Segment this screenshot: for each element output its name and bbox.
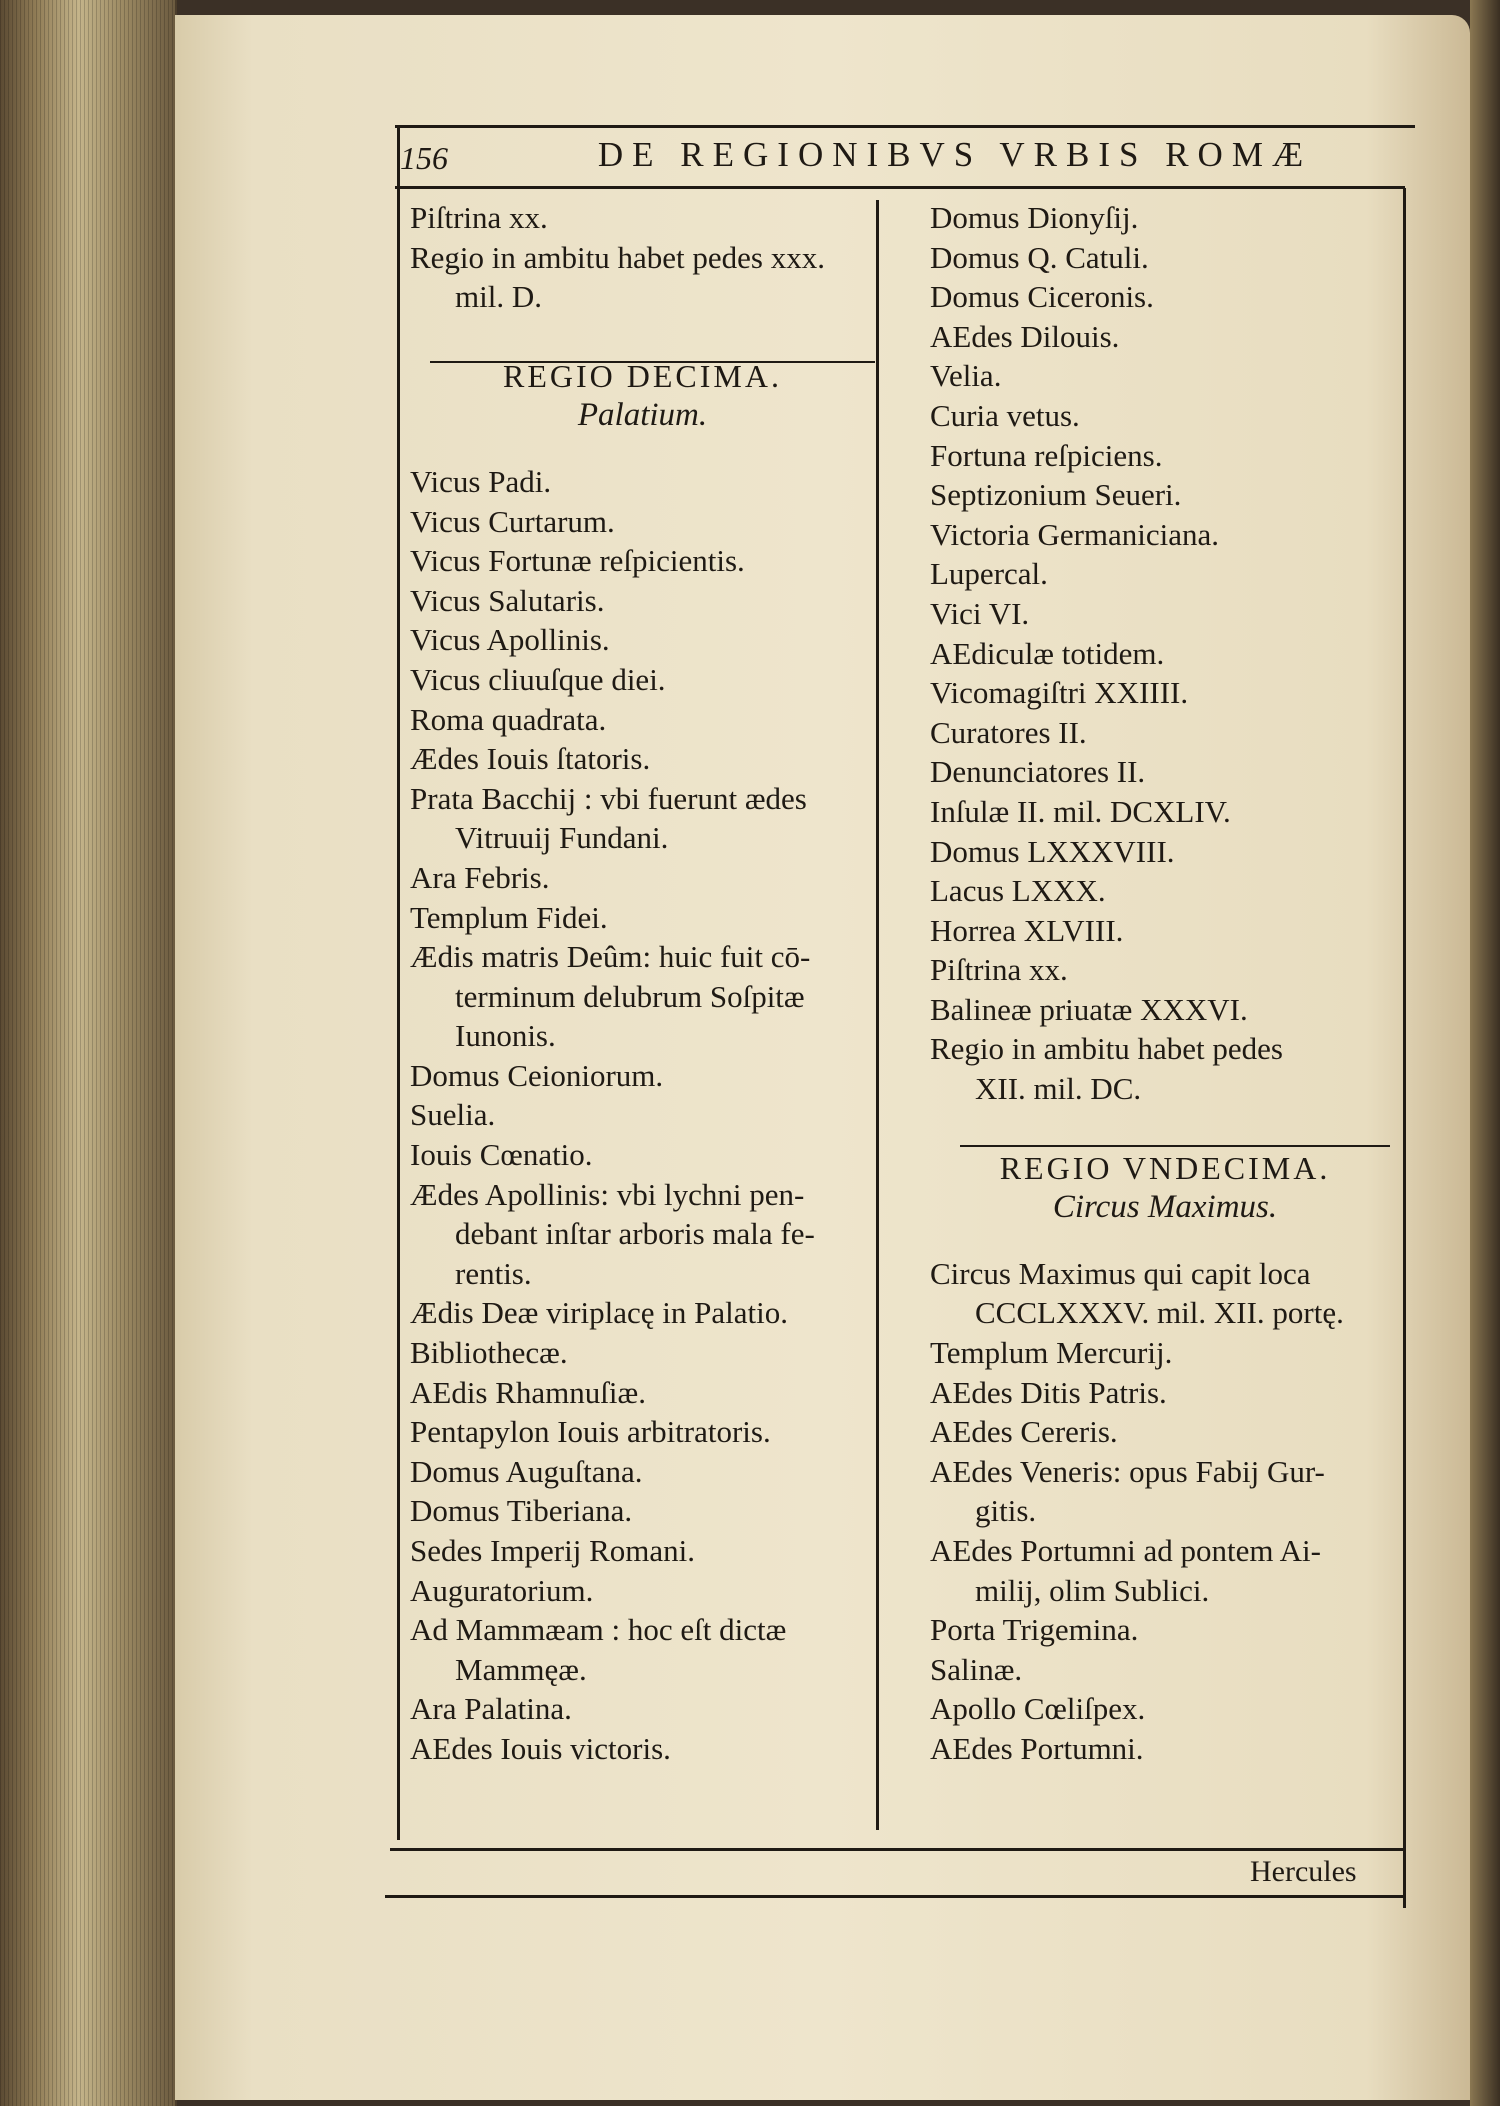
catchword: Hercules [1250,1855,1357,1888]
text-line: Vicus Padi. [410,463,552,499]
text-line: Velia. [930,358,1002,394]
text-line: Domus Q. Catuli. [930,239,1149,275]
text-line: Domus Dionyſij. [930,200,1139,235]
text-line: Inſulæ II. mil. DCXLIV. [930,793,1231,829]
text-line: Fortuna reſpiciens. [930,437,1163,473]
text-line: Salinæ. [930,1651,1023,1687]
text-line: Regio in ambitu habet pedes [930,1031,1283,1067]
text-line: terminum delubrum Soſpitæ [455,978,805,1014]
right-column [930,198,1400,1769]
text-line: debant inſtar arboris mala fe- [455,1216,815,1252]
text-line: Vicus cliuuſque diei. [410,661,666,697]
text-line: Vicus Fortunæ reſpicientis. [410,543,745,579]
text-line: Piſtrina xx. [930,952,1068,988]
text-line: Regio in ambitu habet pedes xxx. [410,239,825,275]
text-line: AEdes Veneris: opus Fabij Gur- [930,1453,1325,1489]
text-line: Porta Trigemina. [930,1612,1139,1648]
text-line: XII. mil. DC. [975,1071,1142,1107]
text-line: Circus Maximus qui capit loca [930,1255,1311,1291]
text-line: Pentapylon Iouis arbitratoris. [410,1414,771,1450]
text-line: Prata Bacchij : vbi fuerunt ædes [410,780,807,816]
text-line: Mammęæ. [455,1651,587,1687]
text-line: Septizonium Seueri. [930,477,1182,513]
frame-left-line [397,125,400,1840]
text-line: Suelia. [410,1097,496,1133]
section-subtitle-circus-maximus: Circus Maximus. [1052,1189,1278,1226]
text-line: Iunonis. [455,1018,556,1054]
text-line: Ædis matris Deûm: huic fuit cō- [410,939,811,975]
text-line: Vicus Curtarum. [410,503,615,539]
text-line: Bibliothecæ. [410,1335,568,1371]
text-line: AEdes Portumni ad pontem Ai- [930,1533,1321,1568]
text-line: mil. D. [455,279,542,315]
right-entry-list-bottom [930,1254,1400,1769]
text-line: AEdes Dilouis. [930,318,1120,354]
text-line: rentis. [455,1255,532,1291]
left-intro-list [410,198,875,317]
section-title-regio-vndecima: REGIO VNDECIMA. [999,1149,1331,1186]
text-line: Horrea XLVIII. [930,912,1124,948]
text-line: Domus Auguſtana. [410,1453,643,1489]
text-line: CCCLXXXV. mil. XII. portę. [975,1295,1344,1331]
text-line: Ara Febris. [410,859,550,895]
page-gutter-shadow [1470,0,1500,2106]
text-line: Denunciatores II. [930,754,1146,790]
header-bottom-rule [395,186,1405,189]
section-title-regio-decima: REGIO DECIMA. [503,357,782,394]
header-top-rule [395,125,1415,128]
text-line: Piſtrina xx. [410,200,548,235]
text-line: Iouis Cœnatio. [410,1137,593,1173]
text-line: Ædis Deæ viriplacę in Palatio. [410,1295,788,1331]
text-line: Vicomagiſtri XXIIII. [930,675,1189,711]
text-line: Vicus Salutaris. [410,582,605,618]
text-line: Curatores II. [930,714,1087,750]
left-entry-list [410,462,875,1769]
text-line: milij, olim Sublici. [975,1572,1210,1608]
text-line: Templum Fidei. [410,899,608,935]
frame-right-line [1403,188,1406,1908]
footer-rule-lower [385,1895,1405,1898]
text-line: Domus Ciceronis. [930,279,1154,315]
text-line: Balineæ priuatæ XXXVI. [930,991,1248,1027]
text-line: Vicus Apollinis. [410,622,610,658]
left-column [410,198,875,1769]
text-line: Roma quadrata. [410,701,607,737]
right-entry-list-top [930,198,1400,1109]
text-line: Vitruuij Fundani. [455,820,669,856]
text-line: Sedes Imperij Romani. [410,1533,695,1568]
text-line: Domus LXXXVIII. [930,833,1175,869]
text-line: Lacus LXXX. [930,873,1106,909]
text-line: Ædes Iouis ſtatoris. [410,741,651,777]
text-line: AEdes Cereris. [930,1414,1118,1450]
column-divider [876,200,879,1830]
text-line: AEdiculæ totidem. [930,635,1165,671]
text-line: Ad Mammæam : hoc eſt dictæ [410,1612,787,1648]
text-line: Curia vetus. [930,397,1080,433]
footer-rule-upper [390,1848,1405,1851]
text-line: Ædes Apollinis: vbi lychni pen- [410,1176,805,1212]
text-line: Auguratorium. [410,1572,594,1608]
text-line: AEdes Iouis victoris. [410,1730,671,1766]
book-page-edges [0,0,177,2106]
page-number: 156 [400,140,448,176]
text-line: AEdis Rhamnuſiæ. [410,1374,646,1410]
text-line: Apollo Cœliſpex. [930,1691,1146,1727]
section-subtitle-palatium: Palatium. [577,397,708,434]
text-line: Victoria Germaniciana. [930,516,1220,552]
text-line: gitis. [975,1493,1037,1529]
text-line: AEdes Portumni. [930,1730,1144,1766]
running-head: DE REGIONIBVS VRBIS ROMÆ [597,135,1313,174]
text-line: Vici VI. [930,595,1030,631]
text-line: Domus Ceioniorum. [410,1057,664,1093]
text-line: Domus Tiberiana. [410,1493,633,1529]
text-line: Templum Mercurij. [930,1335,1173,1371]
text-line: AEdes Ditis Patris. [930,1374,1167,1410]
text-line: Lupercal. [930,556,1048,592]
text-line: Ara Palatina. [410,1691,572,1727]
